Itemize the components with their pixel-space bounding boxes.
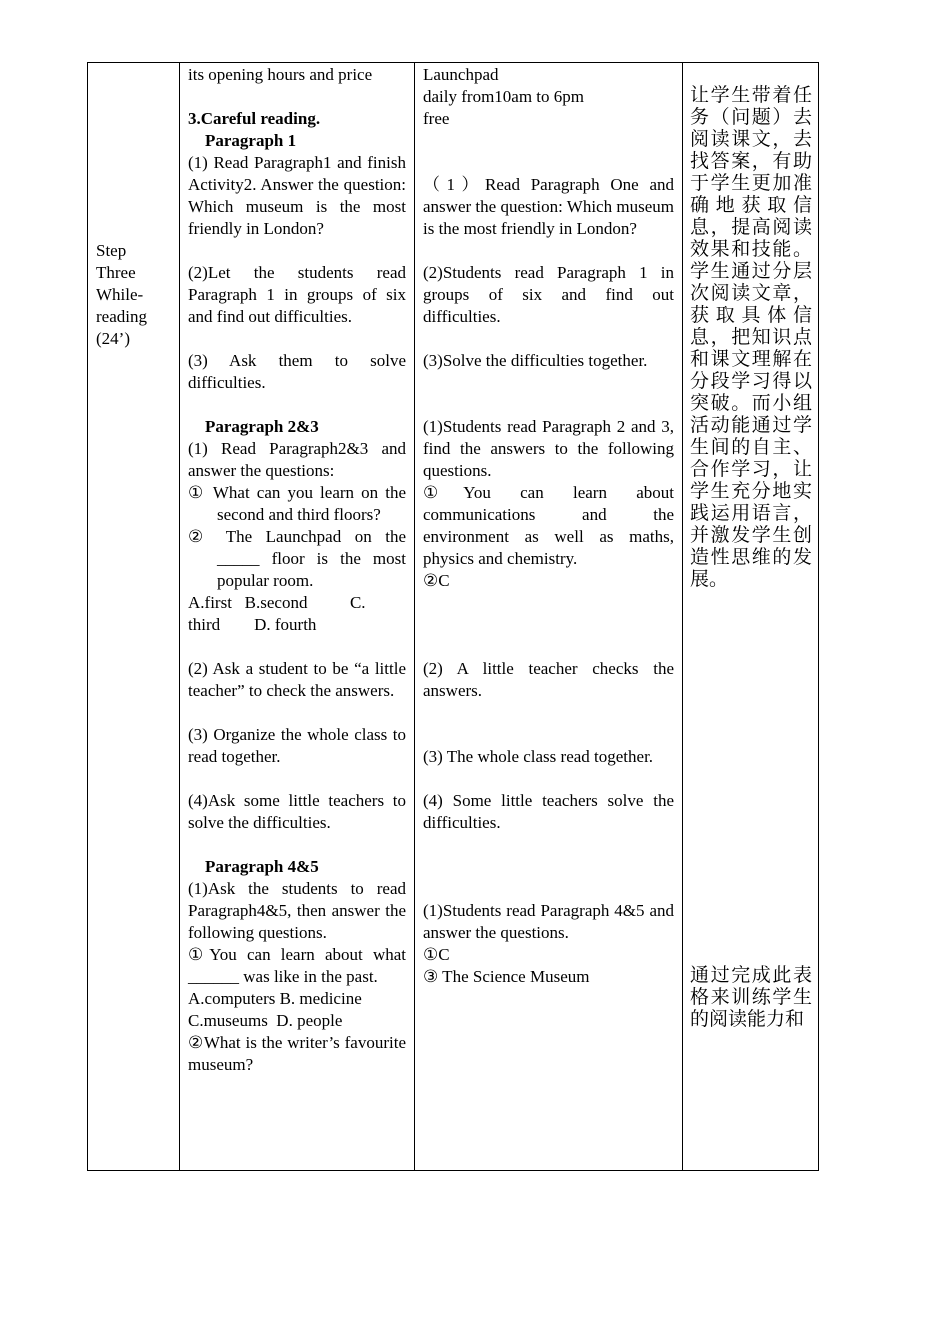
teacher-p45-options-line1: A.computers B. medicine [188, 989, 362, 1008]
student-p45-answer1: ①C [423, 945, 450, 964]
student-p1-step3: (3)Solve the difficulties together. [423, 351, 648, 370]
teacher-p23-options-line1: A.first B.second C. [188, 593, 366, 612]
teacher-p45-question1: ①You can learn about what ______ was like in the past. [188, 945, 406, 986]
teacher-p1-step1: (1) Read Paragraph1 and finish Activity2. Answer the question: Which museum is the most friendly in London? [188, 153, 406, 238]
purpose-text-2: 通过完成此表格来训练学生的阅读能力和 [690, 964, 812, 1030]
teacher-p45-question2: ②What is the writer’s favourite museum? [188, 1033, 406, 1074]
teacher-p23-options-line2: third D. fourth [188, 615, 317, 634]
step-line: reading [96, 307, 147, 326]
paragraph-1-title: Paragraph 1 [205, 131, 297, 150]
step-line: Three [96, 263, 136, 282]
paragraph-23-title: Paragraph 2&3 [205, 417, 319, 436]
student-p1-step2: (2)Students read Paragraph 1 in groups of six and find out difficulties. [423, 263, 674, 326]
teacher-p45-options-line2: C.museums D. people [188, 1011, 343, 1030]
purpose-text-1: 让学生带着任务（问题）去阅读课文，去找答案，有助于学生更加准确地获取信息，提高阅读效果和技能。学生通过分层次阅读文章，获取具体信息，把知识点和课文理解在分段学习得以突破。而小组活动能通过学生间的自主、合作学习，让学生充分地实践运用语言，并激发学生创造性思维的发展。 [690, 84, 812, 590]
student-info-2: daily from10am to 6pm [423, 87, 585, 106]
student-p45-answer2: ③ The Science Museum [423, 967, 590, 986]
careful-reading-title: 3.Careful reading. [188, 109, 321, 128]
step-line: Step [96, 241, 127, 260]
teacher-p23-step4: (4)Ask some little teachers to solve the difficulties. [188, 791, 406, 832]
table-bottom-border [87, 1170, 819, 1171]
info-tail: its opening hours and price [188, 65, 373, 84]
step-line: While- [96, 285, 144, 304]
purpose-cell [683, 62, 818, 1170]
step-line: (24’) [96, 329, 130, 348]
student-p23-step2: (2) A little teacher checks the answers. [423, 659, 674, 700]
student-p1-step1: （1）Read Paragraph One and answer the question: Which museum is the most friendly in London? [423, 175, 674, 238]
teacher-p23-question1: ① What can you learn on the second and third floors? [188, 483, 406, 524]
teacher-activity-cell [180, 62, 414, 1170]
student-info-3: free [423, 109, 450, 128]
student-p45-step1: (1)Students read Paragraph 4&5 and answer the questions. [423, 901, 674, 942]
student-p23-answer2: ②C [423, 571, 450, 590]
student-p23-step1: (1)Students read Paragraph 2 and 3, find the answers to the following questions. [423, 417, 674, 480]
paragraph-45-title: Paragraph 4&5 [205, 857, 319, 876]
table-border-right [818, 62, 819, 1170]
student-p23-step4: (4) Some little teachers solve the difficulties. [423, 791, 674, 832]
student-p23-step3: (3) The whole class read together. [423, 747, 654, 766]
teacher-p23-step3: (3) Organize the whole class to read together. [188, 725, 406, 766]
teacher-p23-step1: (1) Read Paragraph2&3 and answer the questions: [188, 439, 406, 480]
step-cell [88, 62, 179, 1170]
teacher-p45-step1: (1)Ask the students to read Paragraph4&5, then answer the following questions. [188, 879, 406, 942]
student-activity-cell [415, 62, 682, 1170]
teacher-p23-question2: ② The Launchpad on the _____ floor is the most popular room. [188, 527, 406, 590]
teacher-p23-step2: (2) Ask a student to be “a little teacher” to check the answers. [188, 659, 406, 700]
teacher-p1-step2: (2)Let the students read Paragraph 1 in groups of six and find out difficulties. [188, 263, 406, 326]
student-info-1: Launchpad [423, 65, 499, 84]
teacher-p1-step3: (3) Ask them to solve difficulties. [188, 351, 406, 392]
student-p23-answer1: ①You can learn about communications and the environment as well as maths, physics and chemistry. [423, 483, 674, 568]
